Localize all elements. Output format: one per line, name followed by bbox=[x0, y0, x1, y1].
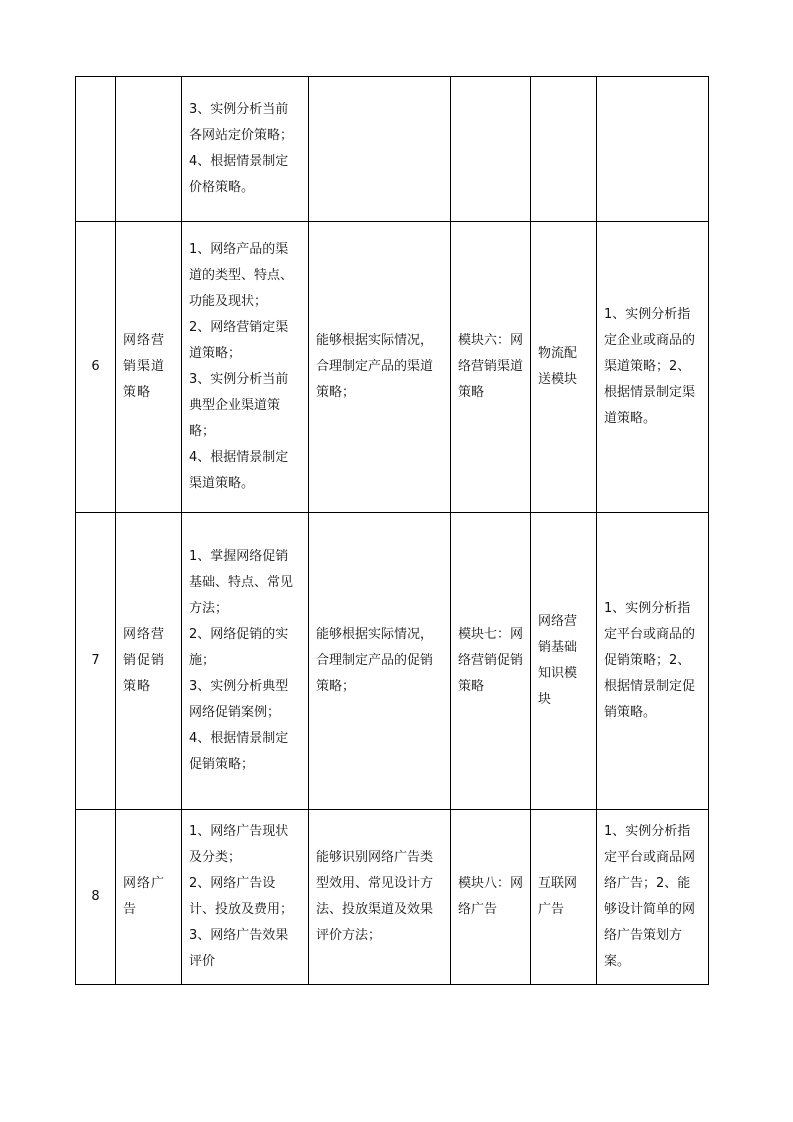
ability-goal: 能够识别网络广告类型效用、常见设计方法、投放渠道及效果评价方法； bbox=[309, 810, 451, 985]
content-item: 3、实例分析当前典型企业渠道策略； bbox=[189, 372, 289, 439]
course-table bbox=[75, 76, 709, 985]
related-module: 网络营销基础知识模块 bbox=[531, 513, 597, 810]
content-item: 3、实例分析典型网络促销案例； bbox=[189, 679, 289, 720]
table-row bbox=[76, 513, 709, 810]
content-item: 1、掌握网络促销基础、特点、常见方法； bbox=[189, 549, 294, 616]
module-title: 模块八：网络广告 bbox=[451, 810, 531, 985]
content-item: 2、网络促销的实施； bbox=[189, 627, 289, 668]
requirement: 1、实例分析指定平台或商品的促销策略；2、根据情景制定促销策略。 bbox=[597, 513, 709, 810]
row-number: 6 bbox=[76, 222, 116, 513]
content-item: 2、网络广告设计、投放及费用； bbox=[189, 876, 294, 917]
related-module: 互联网广告 bbox=[531, 810, 597, 985]
requirement: 1、实例分析指定平台或商品网络广告；2、能够设计简单的网络广告策划方案。 bbox=[597, 810, 709, 985]
module-name: 网络营销渠道策略 bbox=[116, 222, 182, 513]
row-number bbox=[76, 77, 116, 222]
content-item: 3、网络广告效果评价 bbox=[189, 928, 289, 969]
teaching-content bbox=[182, 810, 309, 985]
row-number: 7 bbox=[76, 513, 116, 810]
module-title bbox=[451, 77, 531, 222]
content-item: 4、根据情景制定渠道策略。 bbox=[189, 450, 289, 491]
content-item: 2、网络营销定渠道策略； bbox=[189, 320, 289, 361]
table-row bbox=[76, 222, 709, 513]
content-item: 3、实例分析当前各网站定价策略； bbox=[189, 102, 294, 143]
module-name bbox=[116, 77, 182, 222]
teaching-content bbox=[182, 513, 309, 810]
module-title: 模块六：网络营销渠道策略 bbox=[451, 222, 531, 513]
content-item: 1、网络广告现状及分类； bbox=[189, 824, 289, 865]
content-item: 1、网络产品的渠道的类型、特点、功能及现状； bbox=[189, 242, 294, 309]
requirement bbox=[597, 77, 709, 222]
related-module: 物流配送模块 bbox=[531, 222, 597, 513]
content-item: 4、根据情景制定促销策略； bbox=[189, 731, 289, 772]
ability-goal: 能够根据实际情况，合理制定产品的渠道策略； bbox=[309, 222, 451, 513]
ability-goal bbox=[309, 77, 451, 222]
related-module bbox=[531, 77, 597, 222]
module-title: 模块七：网络营销促销策略 bbox=[451, 513, 531, 810]
row-number: 8 bbox=[76, 810, 116, 985]
table-row bbox=[76, 77, 709, 222]
content-item: 4、根据情景制定价格策略。 bbox=[189, 154, 289, 195]
teaching-content bbox=[182, 222, 309, 513]
module-name: 网络营销促销策略 bbox=[116, 513, 182, 810]
table-row bbox=[76, 810, 709, 985]
requirement: 1、实例分析指定企业或商品的渠道策略；2、根据情景制定渠道策略。 bbox=[597, 222, 709, 513]
teaching-content bbox=[182, 77, 309, 222]
ability-goal: 能够根据实际情况，合理制定产品的促销策略； bbox=[309, 513, 451, 810]
module-name: 网络广告 bbox=[116, 810, 182, 985]
